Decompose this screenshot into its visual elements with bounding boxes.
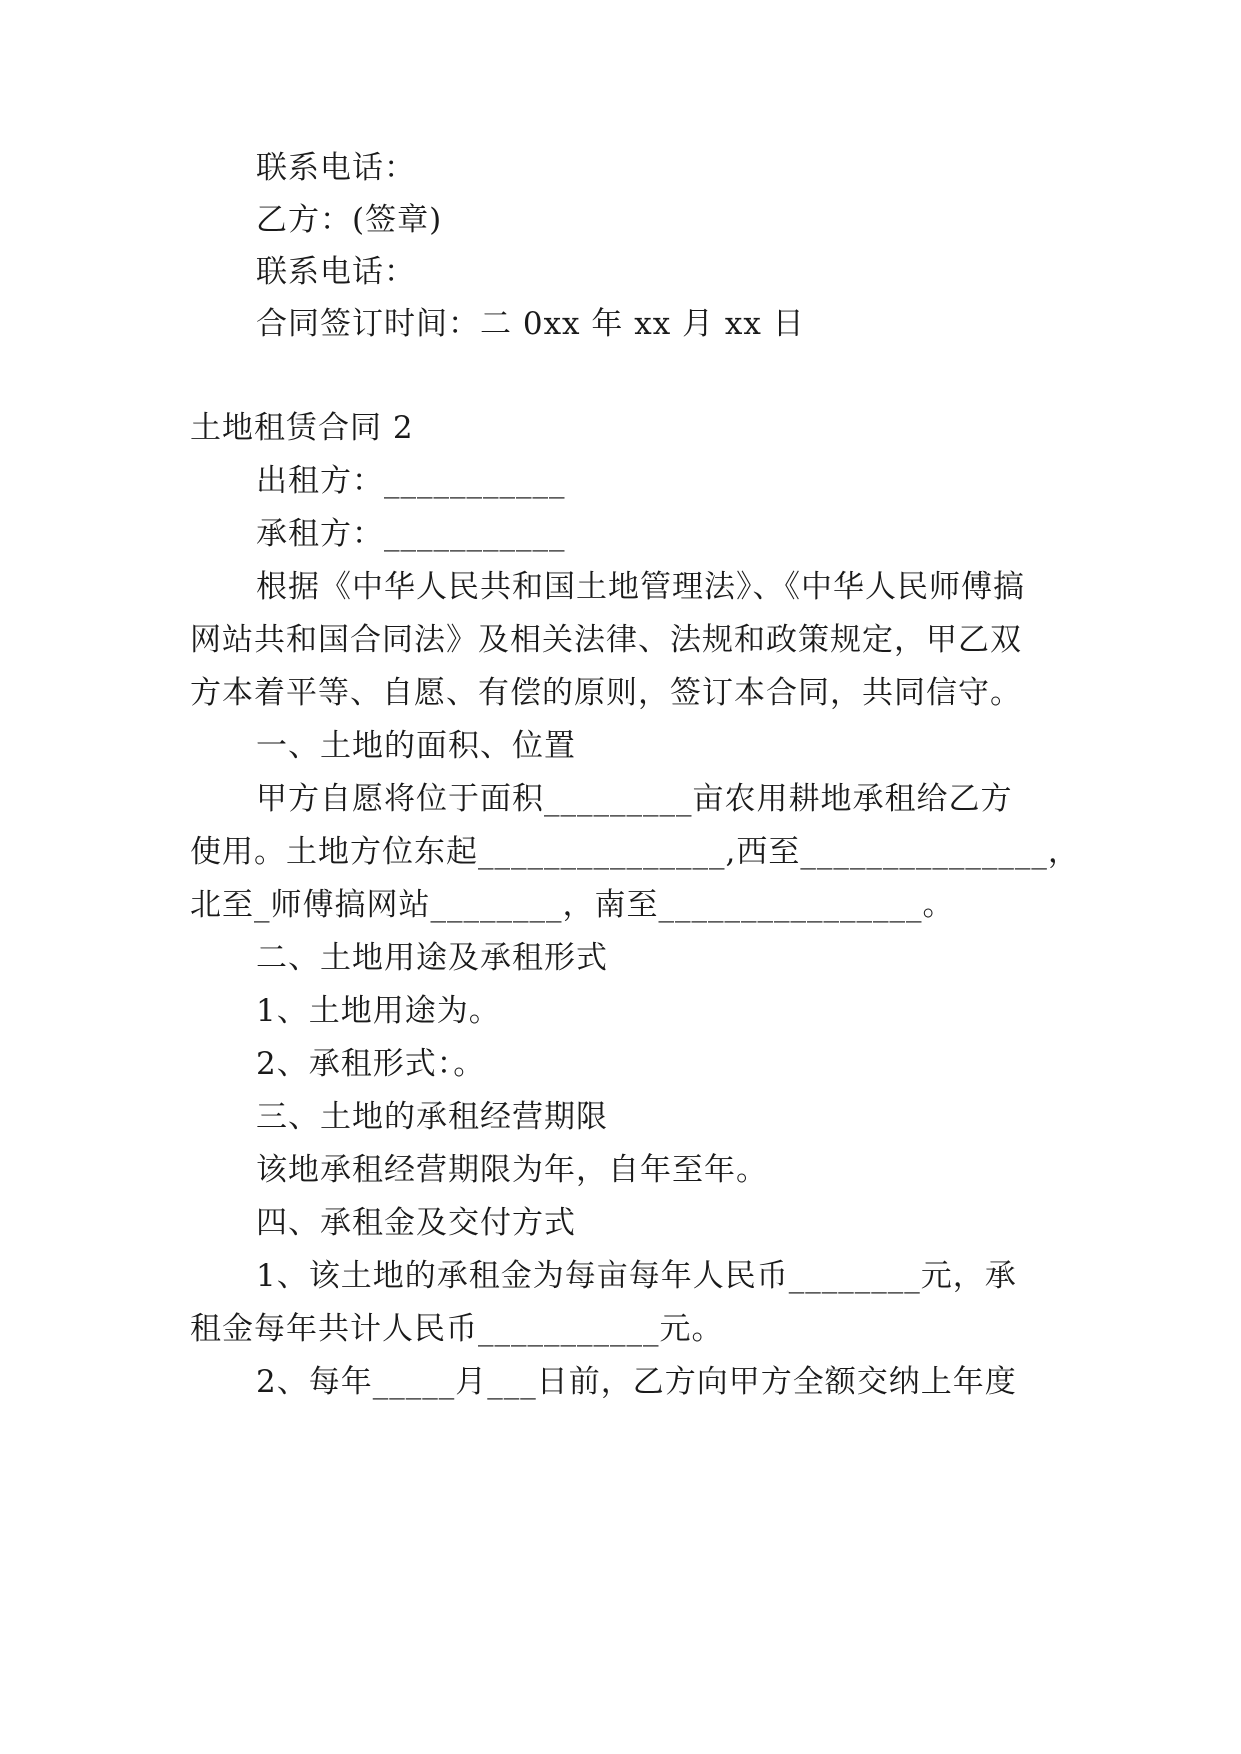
lessor-field: 出租方：___________ [256, 463, 566, 499]
section-4-item-1-line-2: 租金每年共计人民币___________元。 [190, 1311, 724, 1347]
contract-title: 土地租赁合同 2 [190, 410, 414, 446]
signing-date: 合同签订时间：二 0xx 年 xx 月 xx 日 [256, 306, 805, 342]
section-3-body: 该地承租经营期限为年，自年至年。 [256, 1152, 768, 1188]
phone-label-2: 联系电话： [256, 254, 416, 290]
section-2-item-2: 2、承租形式：。 [256, 1046, 486, 1082]
section-1-line-3: 北至_师傅搞网站________，南至________________。 [190, 887, 955, 923]
section-3-heading: 三、土地的承租经营期限 [256, 1099, 608, 1135]
section-1-line-2: 使用。土地方位东起_______________,西至_______________， [190, 834, 1080, 870]
section-2-item-1: 1、土地用途为。 [256, 993, 501, 1029]
lessee-field: 承租方：___________ [256, 516, 566, 552]
preamble-line-2: 网站共和国合同法》及相关法律、法规和政策规定，甲乙双 [190, 622, 1022, 658]
section-4-item-2: 2、每年_____月___日前，乙方向甲方全额交纳上年度 [256, 1364, 1017, 1400]
preamble-line-3: 方本着平等、自愿、有偿的原则，签订本合同，共同信守。 [190, 675, 1022, 711]
phone-label-1: 联系电话： [256, 150, 416, 186]
section-1-heading: 一、土地的面积、位置 [256, 728, 576, 764]
section-4-heading: 四、承租金及交付方式 [256, 1205, 576, 1241]
section-4-item-1-line-1: 1、该土地的承租金为每亩每年人民币________元，承 [256, 1258, 1017, 1294]
section-2-heading: 二、土地用途及承租形式 [256, 940, 608, 976]
party-b-signature: 乙方：(签章) [256, 202, 443, 238]
preamble-line-1: 根据《中华人民共和国土地管理法》、《中华人民师傅搞 [256, 569, 1025, 605]
section-1-line-1: 甲方自愿将位于面积_________亩农用耕地承租给乙方 [256, 781, 1013, 817]
